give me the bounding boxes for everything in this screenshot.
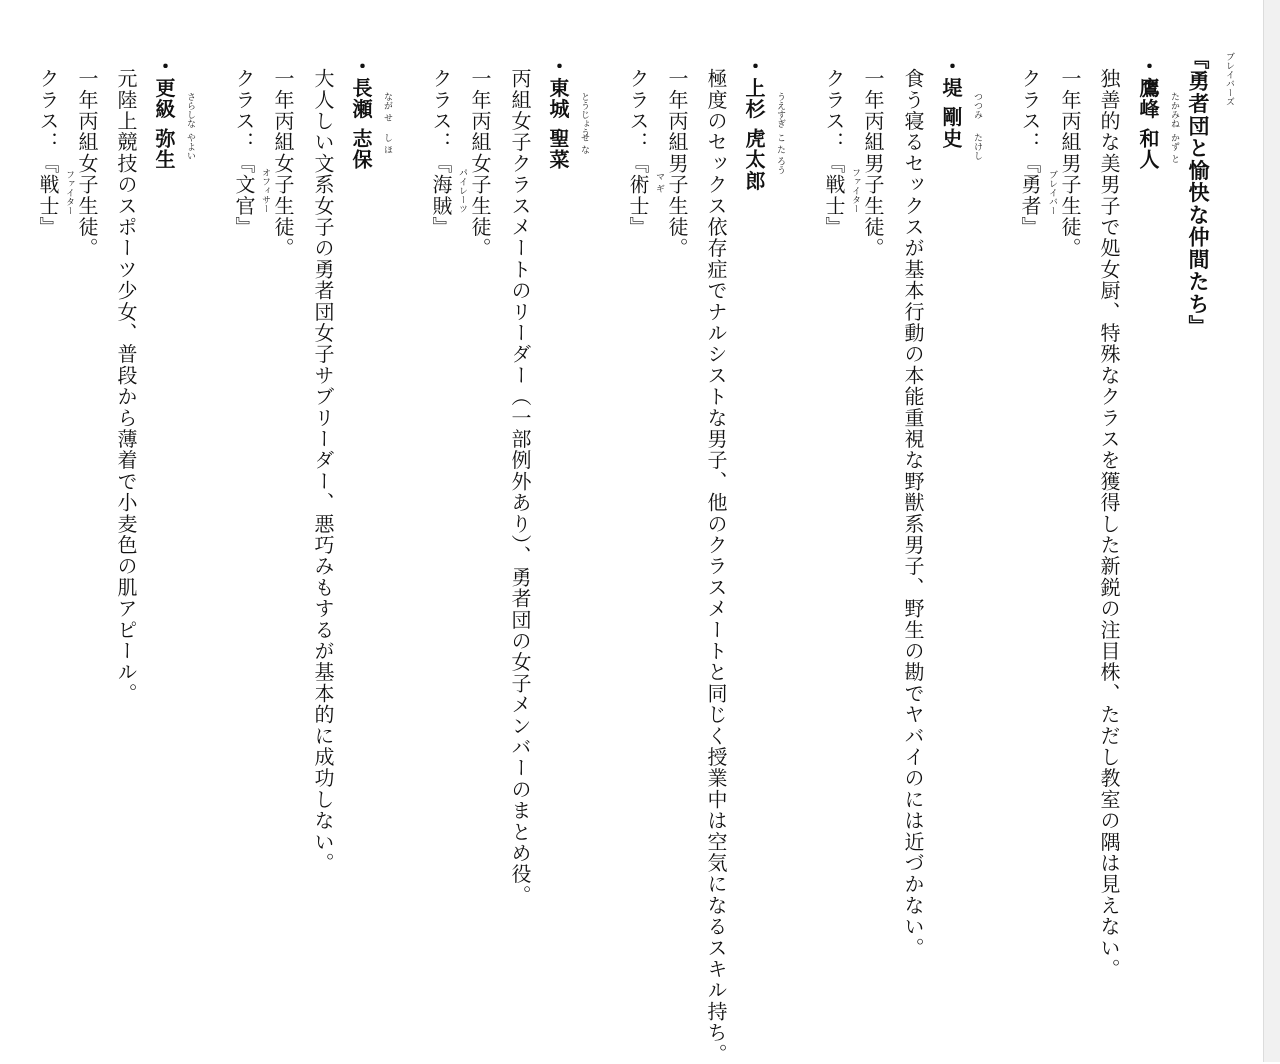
character-description: 大人しい文系女子の勇者団女子サブリーダー、悪巧みもするが基本的に成功しない。 xyxy=(311,68,335,874)
name-ruby-given: やよい xyxy=(185,133,195,160)
class-ruby: ブレイバー xyxy=(1047,170,1057,215)
character-name: ・堤 剛史 xyxy=(939,56,963,149)
class-ruby: マ ギ xyxy=(654,172,664,193)
class-ruby: パイレーツ xyxy=(457,168,467,213)
character-grade: 一年丙組女子生徒。 xyxy=(75,68,99,259)
character-description: 極度のセックス依存症でナルシストな男子、他のクラスメートと同じく授業中は空気になるスキル持ち。 xyxy=(704,68,728,1064)
name-ruby-family: たかみね xyxy=(1169,92,1179,128)
character-class: クラス：『海賊』 xyxy=(429,68,453,238)
character-class: クラス：『戦士』 xyxy=(36,68,60,238)
character-class: クラス：『術士』 xyxy=(626,68,650,238)
character-description: 独善的な美男子で処女厨、特殊なクラスを獲得した新鋭の注目株、ただし教室の隅は見えない。 xyxy=(1097,68,1121,980)
character-grade: 一年丙組男子生徒。 xyxy=(1058,68,1082,259)
title-ruby: ブレイバーズ xyxy=(1224,52,1234,106)
character-grade: 一年丙組女子生徒。 xyxy=(271,68,295,259)
character-grade: 一年丙組男子生徒。 xyxy=(665,68,689,259)
character-description: 丙組女子クラスメートのリーダー（一部例外あり）、勇者団の女子メンバーのまとめ役。 xyxy=(508,68,532,906)
name-ruby-given: せ な xyxy=(579,133,589,154)
name-ruby-family: うえすぎ xyxy=(775,92,785,128)
section-title: 『勇者団と愉快な仲間たち』 xyxy=(1186,48,1210,338)
name-ruby-family: さらしな xyxy=(185,92,195,128)
character-class: クラス：『勇者』 xyxy=(1018,68,1042,238)
class-ruby: ファイター xyxy=(64,170,74,215)
name-ruby-family: とうじょう xyxy=(579,92,589,137)
character-class: クラス：『文官』 xyxy=(232,68,256,238)
character-name: ・鷹峰 和人 xyxy=(1136,56,1160,171)
name-ruby-given: こ た ろう xyxy=(775,133,785,175)
character-name: ・東城 聖菜 xyxy=(546,56,570,171)
character-class: クラス：『戦士』 xyxy=(822,68,846,238)
name-ruby-family: つつみ xyxy=(972,92,982,119)
name-ruby-family: なが せ xyxy=(382,92,392,122)
name-ruby-given: たけし xyxy=(972,133,982,160)
character-name: ・長瀬 志保 xyxy=(349,56,373,171)
character-name: ・更級 弥生 xyxy=(152,56,176,171)
name-ruby-given: し ほ xyxy=(382,133,392,154)
page-edge-scrollbar[interactable] xyxy=(1263,0,1280,1062)
class-ruby: ファイター xyxy=(850,168,860,213)
name-ruby-given: かず と xyxy=(1169,133,1179,163)
character-description: 食う寝るセックスが基本行動の本能重視な野獣系男子、野生の勘でヤバイのには近づかない。 xyxy=(901,68,925,959)
character-grade: 一年丙組男子生徒。 xyxy=(861,68,885,259)
character-description: 元陸上競技のスポーツ少女、普段から薄着で小麦色の肌アピール。 xyxy=(114,68,138,704)
character-grade: 一年丙組女子生徒。 xyxy=(468,68,492,259)
class-ruby: オフィサー xyxy=(260,168,270,213)
character-name: ・上杉 虎太郎 xyxy=(742,56,766,192)
